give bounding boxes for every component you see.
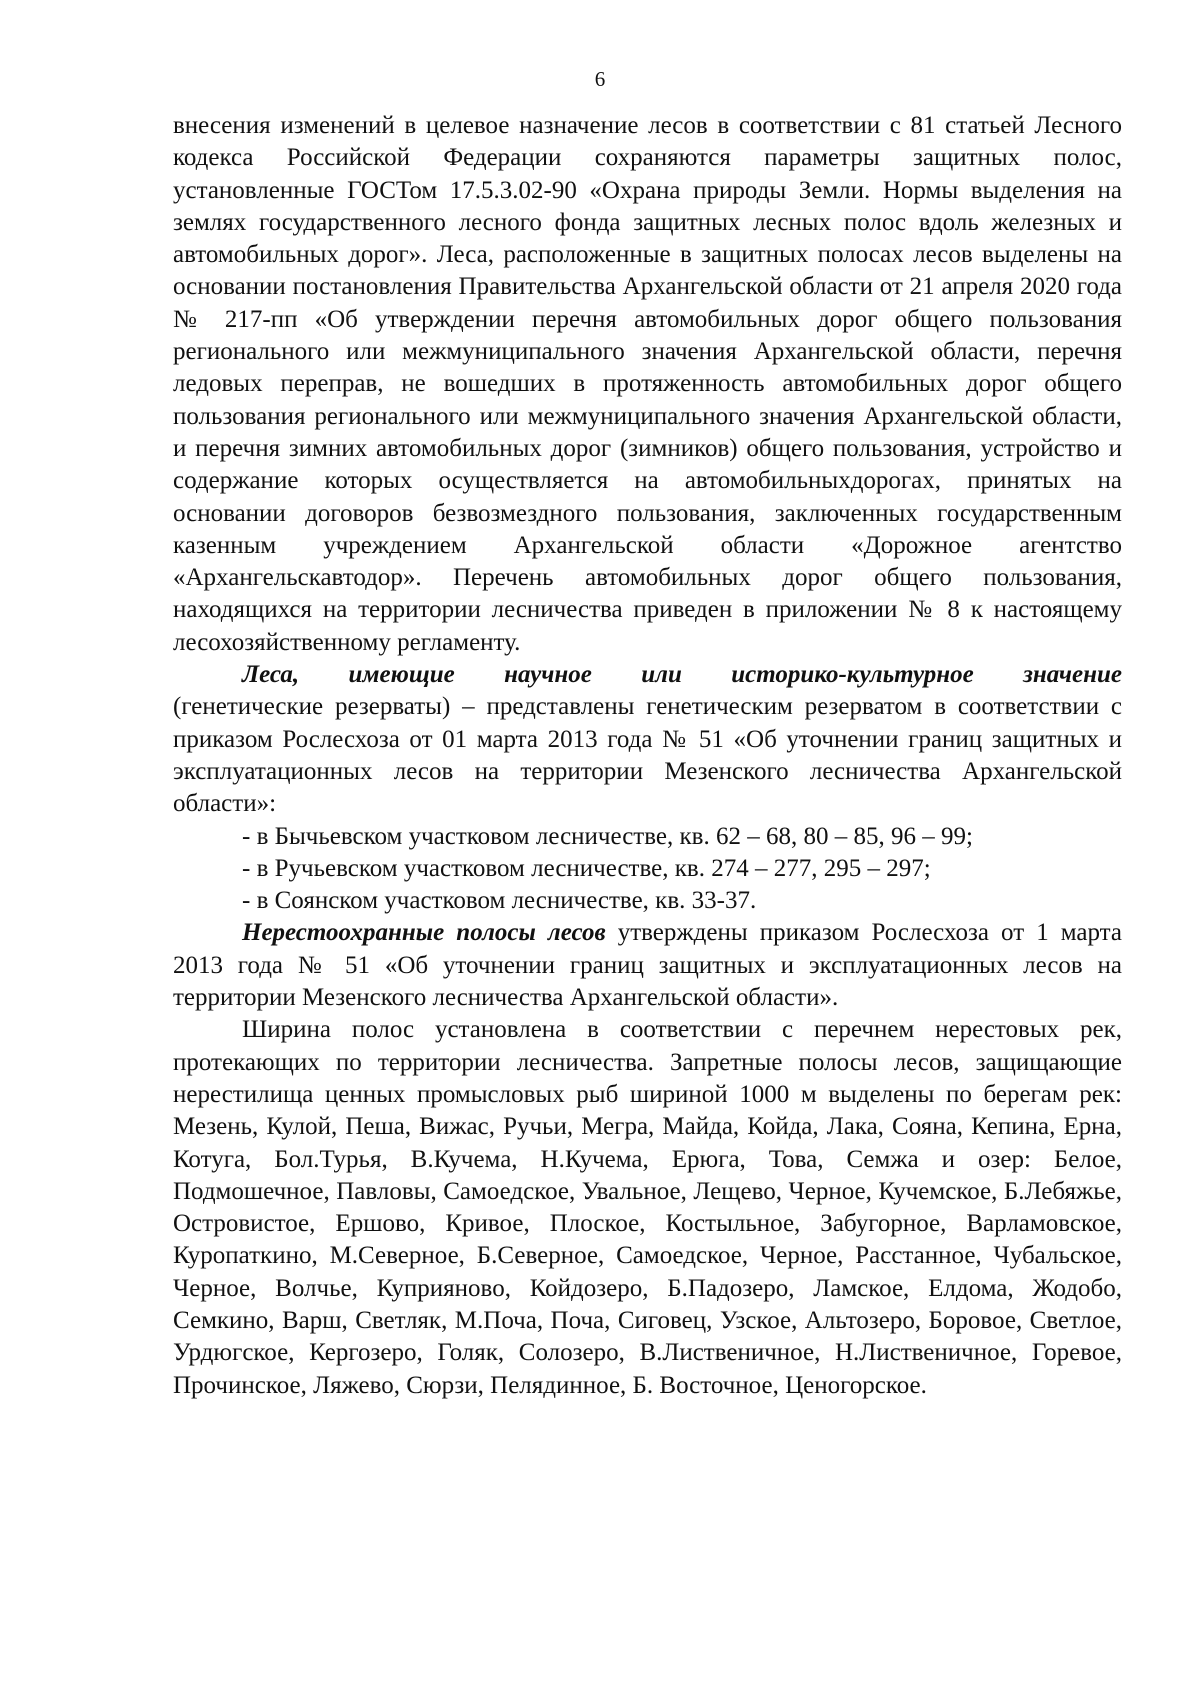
paragraph-protective-strips: внесения изменений в целевое назначение лесов в соответствии с 81 статьей Лесного кодекса Российской Федерации сохраняются параметры защитных полос, установленные ГОСТом 17.5.3.02-90 «Охрана природы Земли. Нормы выделения на землях государственного лесного фонда защитных лесных полос вдоль железных и автомобильных дорог». Леса, расположенные в защитных полосах лесов выделены на основании постановления Правительства Архангельской области от 21 апреля 2020 года № 217-пп «Об утверждении перечня автомобильных дорог общего пользования регионального или межмуниципального значения Архангельской области, перечня ледовых переправ, не вошедших в протяженность автомобильных дорог общего пользования регионального или межмуниципального значения Архангельской области, и перечня зимних автомобильных дорог (зимников) общего пользования, устройство и содержание которых осуществляется на автомобильныхдорогах, принятых на основании договоров безвозмездного пользования, заключенных государственным казенным учреждением Архангельской области «Дорожное агентство «Архангельскавтодор». Перечень автомобильных дорог общего пользования, находящихся на территории лесничества приведен в приложении № 8 к настоящему лесохозяйственному регламенту. <box>173 112 1122 656</box>
page-number: 6 <box>594 67 606 91</box>
document-body <box>173 110 1122 1402</box>
term-spawning-strips: Нерестоохранные полосы лесов <box>242 919 606 947</box>
list-item: - в Ручьевском участковом лесничестве, кв. 274 – 277, 295 – 297; <box>242 854 931 882</box>
paragraph-genetic-reserves-text: (генетические резерваты) – представлены генетическим резерватом в соответствии с приказом Рослесхоза от 01 марта 2013 года № 51 «Об уточнении границ защитных и эксплуатационных лесов на территории Мезенского лесничества Архангельской области»: <box>173 693 1122 818</box>
list-item: - в Соянском участковом лесничестве, кв. 33-37. <box>242 887 757 915</box>
paragraph-spawning-strips-text: утверждены приказом Рослесхоза от 1 марта 2013 года № 51 «Об уточнении границ защитных и эксплуатационных лесов на территории Мезенского лесничества Архангельской области». <box>173 919 1123 1012</box>
list-item: - в Бычьевском участковом лесничестве, кв. 62 – 68, 80 – 85, 96 – 99; <box>242 822 973 850</box>
paragraph-genetic-reserves <box>173 659 1122 820</box>
paragraph-spawning-strips <box>173 917 1122 1014</box>
paragraph-strip-width: Ширина полос установлена в соответствии с перечнем нерестовых рек, протекающих по территории лесничества. Запретные полосы лесов, защищающие нерестилища ценных промысловых рыб шириной 1000 м выделены по берегам рек: Мезень, Кулой, Пеша, Вижас, Ручьи, Мегра, Майда, Койда, Лака, Сояна, Кепина, Ерна, Котуга, Бол.Турья, В.Кучема, Н.Кучема, Ерюга, Това, Семжа и озер: Белое, Подмошечное, Павловы, Самоедское, Увальное, Лещево, Черное, Кучемское, Б.Лебяжье, Островистое, Ершово, Кривое, Плоское, Костыльное, Забугорное, Варламовское, Куропаткино, М.Северное, Б.Северное, Самоедское, Черное, Расстанное, Чубальское, Черное, Волчье, Куприяново, Койдозеро, Б.Падозеро, Ламское, Елдома, Жодобо, Семкино, Варш, Светляк, М.Поча, Поча, Сиговец, Узское, Альтозеро, Боровое, Светлое, Урдюгское, Кергозеро, Голяк, Солозеро, В.Лиственичное, Н.Лиственичное, Горевое, Прочинское, Ляжево, Сюрзи, Пелядинное, Б. Восточное, Ценогорское. <box>173 1016 1122 1399</box>
term-scientific-forests: Леса, имеющие научное или историко-культурное значение <box>242 661 1122 689</box>
